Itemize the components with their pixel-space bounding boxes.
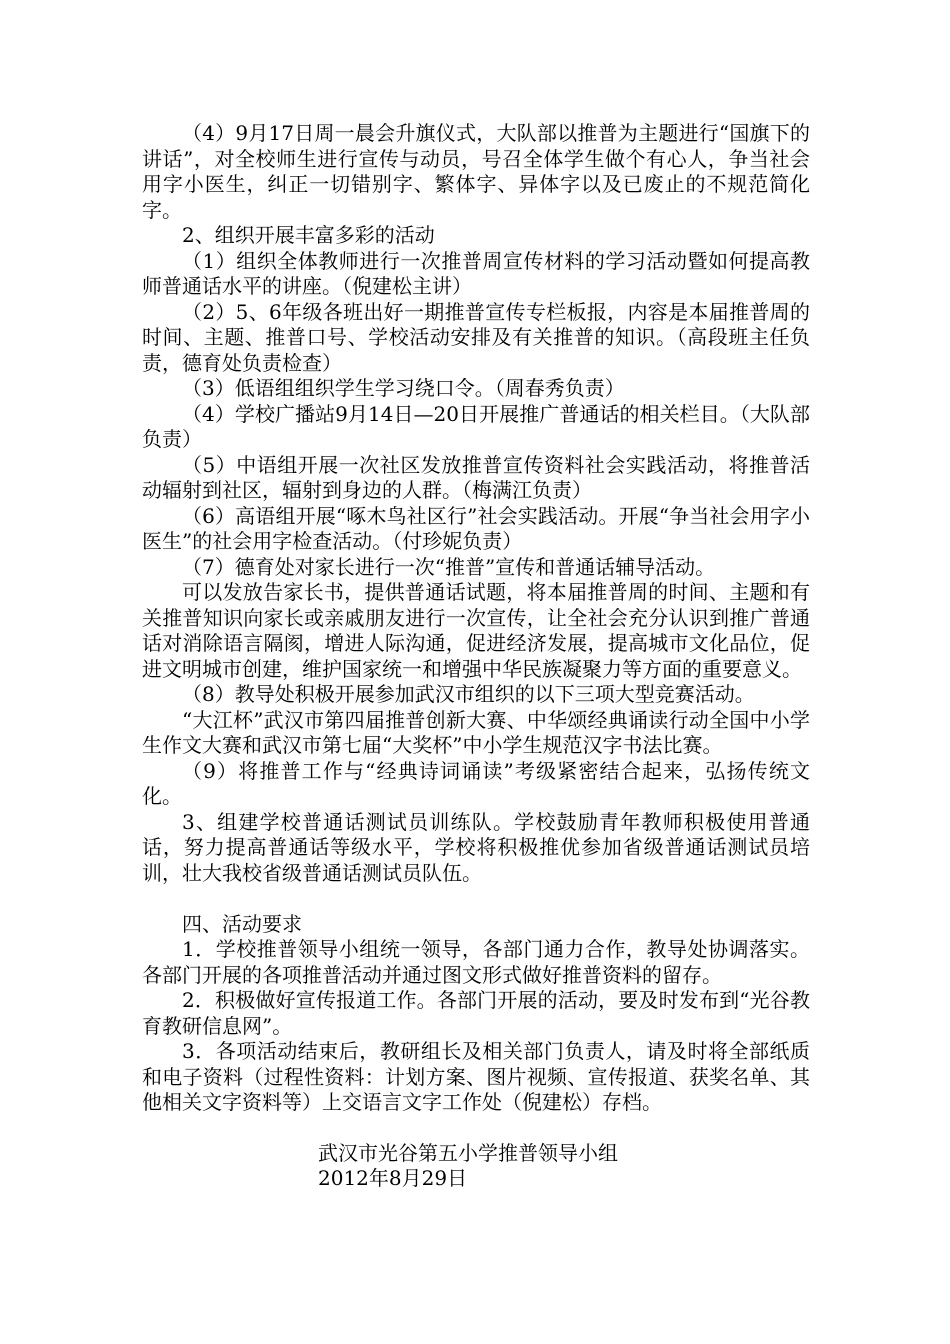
paragraph: “大江杯”武汉市第四届推普创新大赛、中华颂经典诵读行动全国中小学生作文大赛和武汉市第七届“大奖杯”中小学生规范汉字书法比赛。	[142, 707, 810, 757]
blank-line	[142, 886, 810, 912]
document-page	[142, 121, 810, 1192]
section-subheading: 3、组建学校普通话测试员训练队。学校鼓励青年教师积极使用普通话，努力提高普通话等级水平，学校将积极推优参加省级普通话测试员培训，壮大我校省级普通话测试员队伍。	[142, 809, 810, 885]
signature-date: 2012年8月29日	[318, 1166, 468, 1190]
paragraph: （6）高语组开展“啄木鸟社区行”社会实践活动。开展“争当社会用字小医生”的社会用字检查活动。（付珍妮负责）	[142, 503, 810, 553]
requirement-item: 2．积极做好宣传报道工作。各部门开展的活动，要及时发布到“光谷教育教研信息网”。	[142, 988, 810, 1038]
section-heading: 四、活动要求	[182, 911, 302, 936]
paragraph: （8）教导处积极开展参加武汉市组织的以下三项大型竞赛活动。	[182, 682, 755, 706]
paragraph: （9）将推普工作与“经典诗词诵读”考级紧密结合起来，弘扬传统文化。	[142, 758, 810, 808]
paragraph: （3）低语组组织学生学习绕口令。（周春秀负责）	[182, 376, 625, 400]
paragraph: （1）组织全体教师进行一次推普周宣传材料的学习活动暨如何提高教师普通话水平的讲座。（倪建松主讲）	[142, 248, 810, 298]
paragraph: （5）中语组开展一次社区发放推普宣传资料社会实践活动，将推普活动辐射到社区，辐射到身边的人群。（梅满江负责）	[142, 452, 810, 502]
paragraph: 可以发放告家长书，提供普通话试题，将本届推普周的时间、主题和有关推普知识向家长或亲戚朋友进行一次宣传，让全社会充分认识到推广普通话对消除语言隔阂，增进人际沟通，促进经济发展，提高城市文化品位，促进文明城市创建，维护国家统一和增强中华民族凝聚力等方面的重要意义。	[142, 580, 810, 681]
paragraph: （2）5、6年级各班出好一期推普宣传专栏板报，内容是本届推普周的时间、主题、推普口号、学校活动安排及有关推普的知识。（高段班主任负责，德育处负责检查）	[142, 299, 810, 375]
paragraph: （4）学校广播站9月14日—20日开展推广普通话的相关栏目。（大队部负责）	[142, 401, 810, 451]
signature-block	[318, 1141, 810, 1192]
signature-organization: 武汉市光谷第五小学推普领导小组	[318, 1140, 618, 1165]
section-subheading: 2、组织开展丰富多彩的活动	[182, 223, 435, 247]
paragraph: （4）9月17日周一晨会升旗仪式，大队部以推普为主题进行“国旗下的讲话”，对全校师生进行宣传与动员，号召全体学生做个有心人，争当社会用字小医生，纠正一切错别字、繁体字、异体字以及已废止的不规范简化字。	[142, 121, 810, 222]
requirement-item: 1．学校推普领导小组统一领导，各部门通力合作，教导处协调落实。各部门开展的各项推普活动并通过图文形式做好推普资料的留存。	[142, 937, 810, 987]
paragraph: （7）德育处对家长进行一次“推普”宣传和普通话辅导活动。	[182, 554, 716, 579]
requirement-item: 3．各项活动结束后，教研组长及相关部门负责人，请及时将全部纸质和电子资料（过程性资料：计划方案、图片视频、宣传报道、获奖名单、其他相关文字资料等）上交语言文字工作处（倪建松）存档。	[142, 1039, 810, 1114]
